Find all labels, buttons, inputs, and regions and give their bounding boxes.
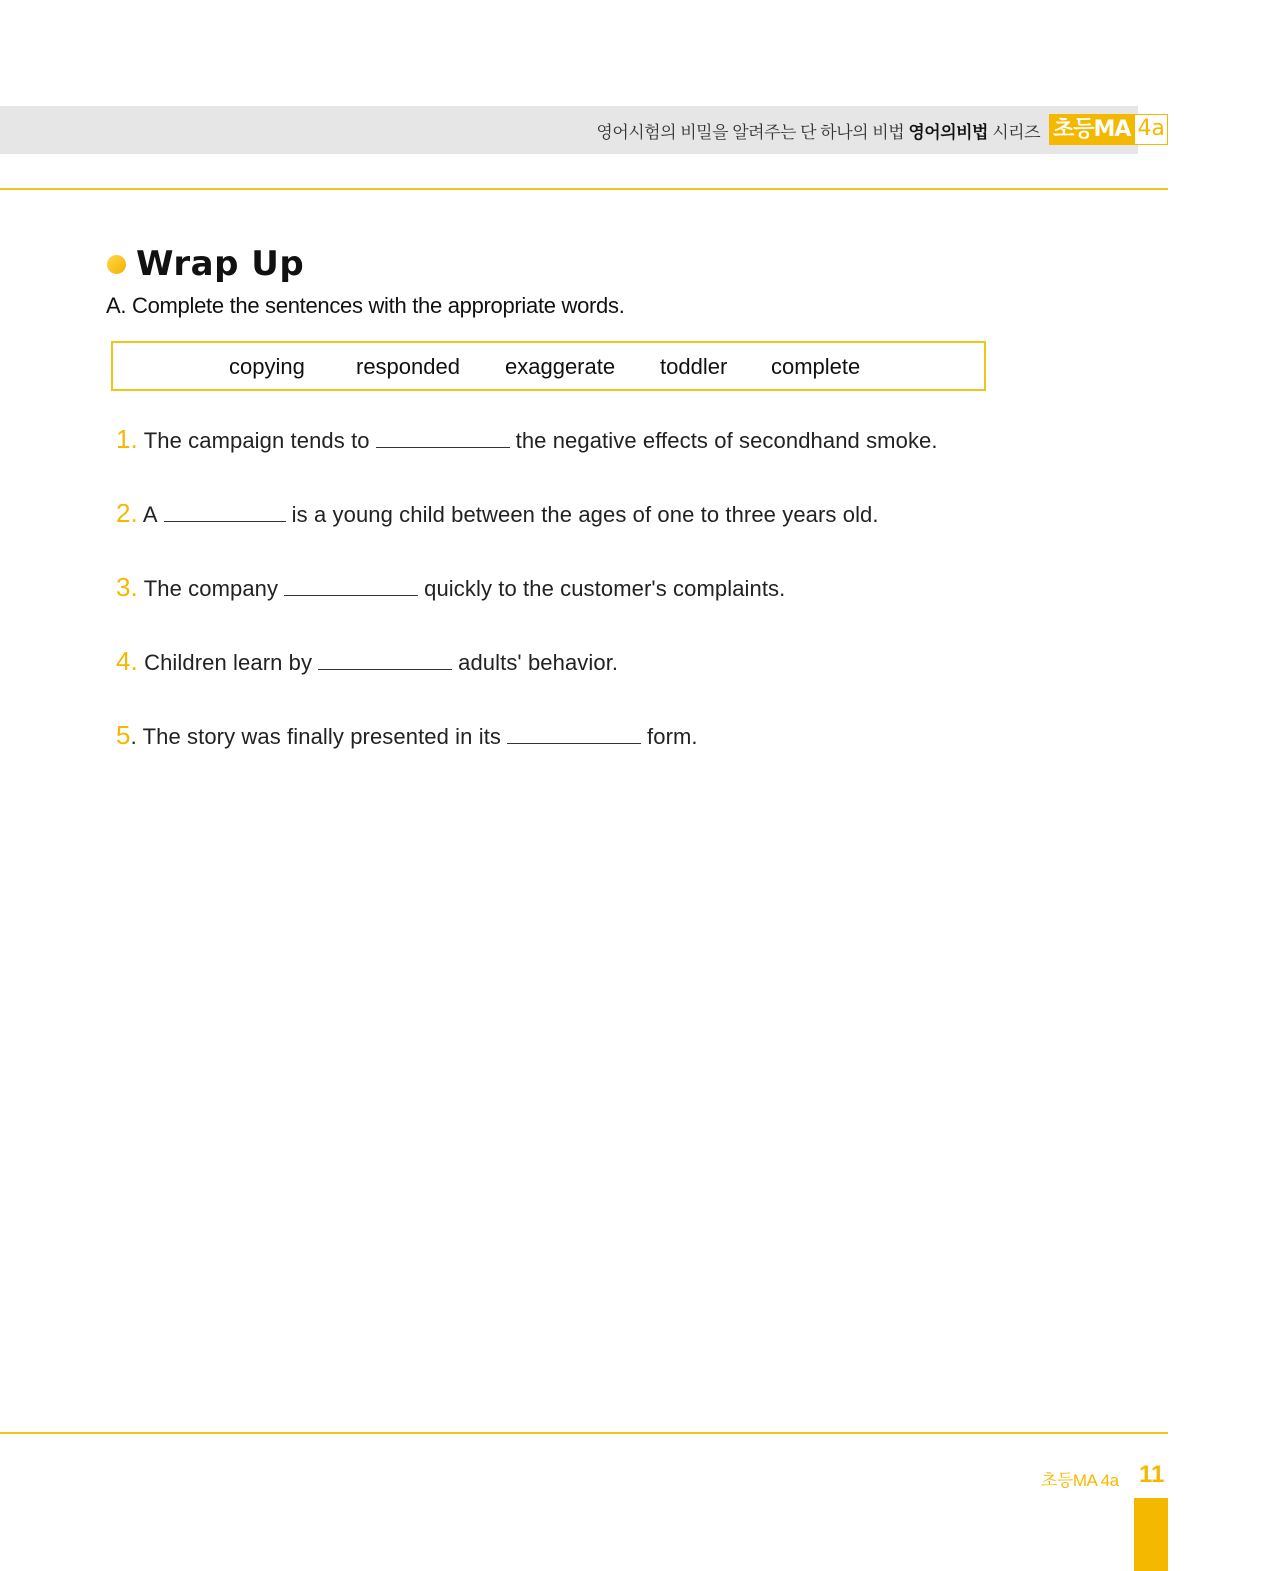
question-number: 5 <box>116 720 131 750</box>
question-number: 3. <box>116 572 138 602</box>
question-5 <box>116 720 698 751</box>
question-4 <box>116 646 618 677</box>
instruction-text: A. Complete the sentences with the appropriate words. <box>106 293 625 318</box>
footer-series-label: 초등MA 4a <box>1041 1471 1119 1490</box>
answer-blank[interactable] <box>318 651 452 670</box>
question-number: 4. <box>116 646 138 676</box>
word-bank <box>111 341 986 391</box>
question-text-after: form. <box>647 724 698 749</box>
answer-blank[interactable] <box>284 577 418 596</box>
word-bank-item: toddler <box>660 354 728 379</box>
question-text-after: quickly to the customer's complaints. <box>424 576 786 601</box>
series-badge <box>1049 114 1168 145</box>
question-1 <box>116 424 938 455</box>
question-text-before: The story was finally presented in its <box>142 724 502 749</box>
page-number: 11 <box>1139 1461 1165 1488</box>
section-title: Wrap Up <box>136 244 305 284</box>
page-edge-tab <box>1134 1498 1168 1571</box>
question-text-before: A <box>142 502 158 527</box>
tagline-brand: 영어의비법 <box>908 123 988 142</box>
tagline-prefix: 영어시험의 비밀을 알려주는 단 하나의 비법 <box>596 123 905 142</box>
question-3 <box>116 572 785 603</box>
question-text-after: adults' behavior. <box>458 650 619 675</box>
top-divider <box>0 188 1168 190</box>
question-number: 1. <box>116 424 138 454</box>
bullet-dot-icon <box>107 255 126 274</box>
question-text-after: the negative effects of secondhand smoke. <box>515 428 938 453</box>
bottom-divider <box>0 1432 1168 1434</box>
question-number: 2. <box>116 498 138 528</box>
badge-main: 초등MA <box>1049 114 1134 145</box>
question-2 <box>116 498 879 529</box>
question-text-before: The campaign tends to <box>143 428 370 453</box>
badge-level: 4a <box>1134 114 1167 145</box>
word-bank-item: responded <box>356 354 460 379</box>
series-tagline <box>596 118 1040 143</box>
question-text-before: The company <box>143 576 279 601</box>
answer-blank[interactable] <box>164 503 286 522</box>
answer-blank[interactable] <box>376 429 510 448</box>
word-bank-item: complete <box>771 354 861 379</box>
word-bank-item: exaggerate <box>505 354 616 379</box>
question-number-separator: . <box>130 724 137 749</box>
answer-blank[interactable] <box>507 725 641 744</box>
word-bank-item: copying <box>229 354 305 379</box>
question-text-after: is a young child between the ages of one to three years old. <box>291 502 879 527</box>
tagline-suffix: 시리즈 <box>992 123 1040 142</box>
question-text-before: Children learn by <box>144 650 313 675</box>
